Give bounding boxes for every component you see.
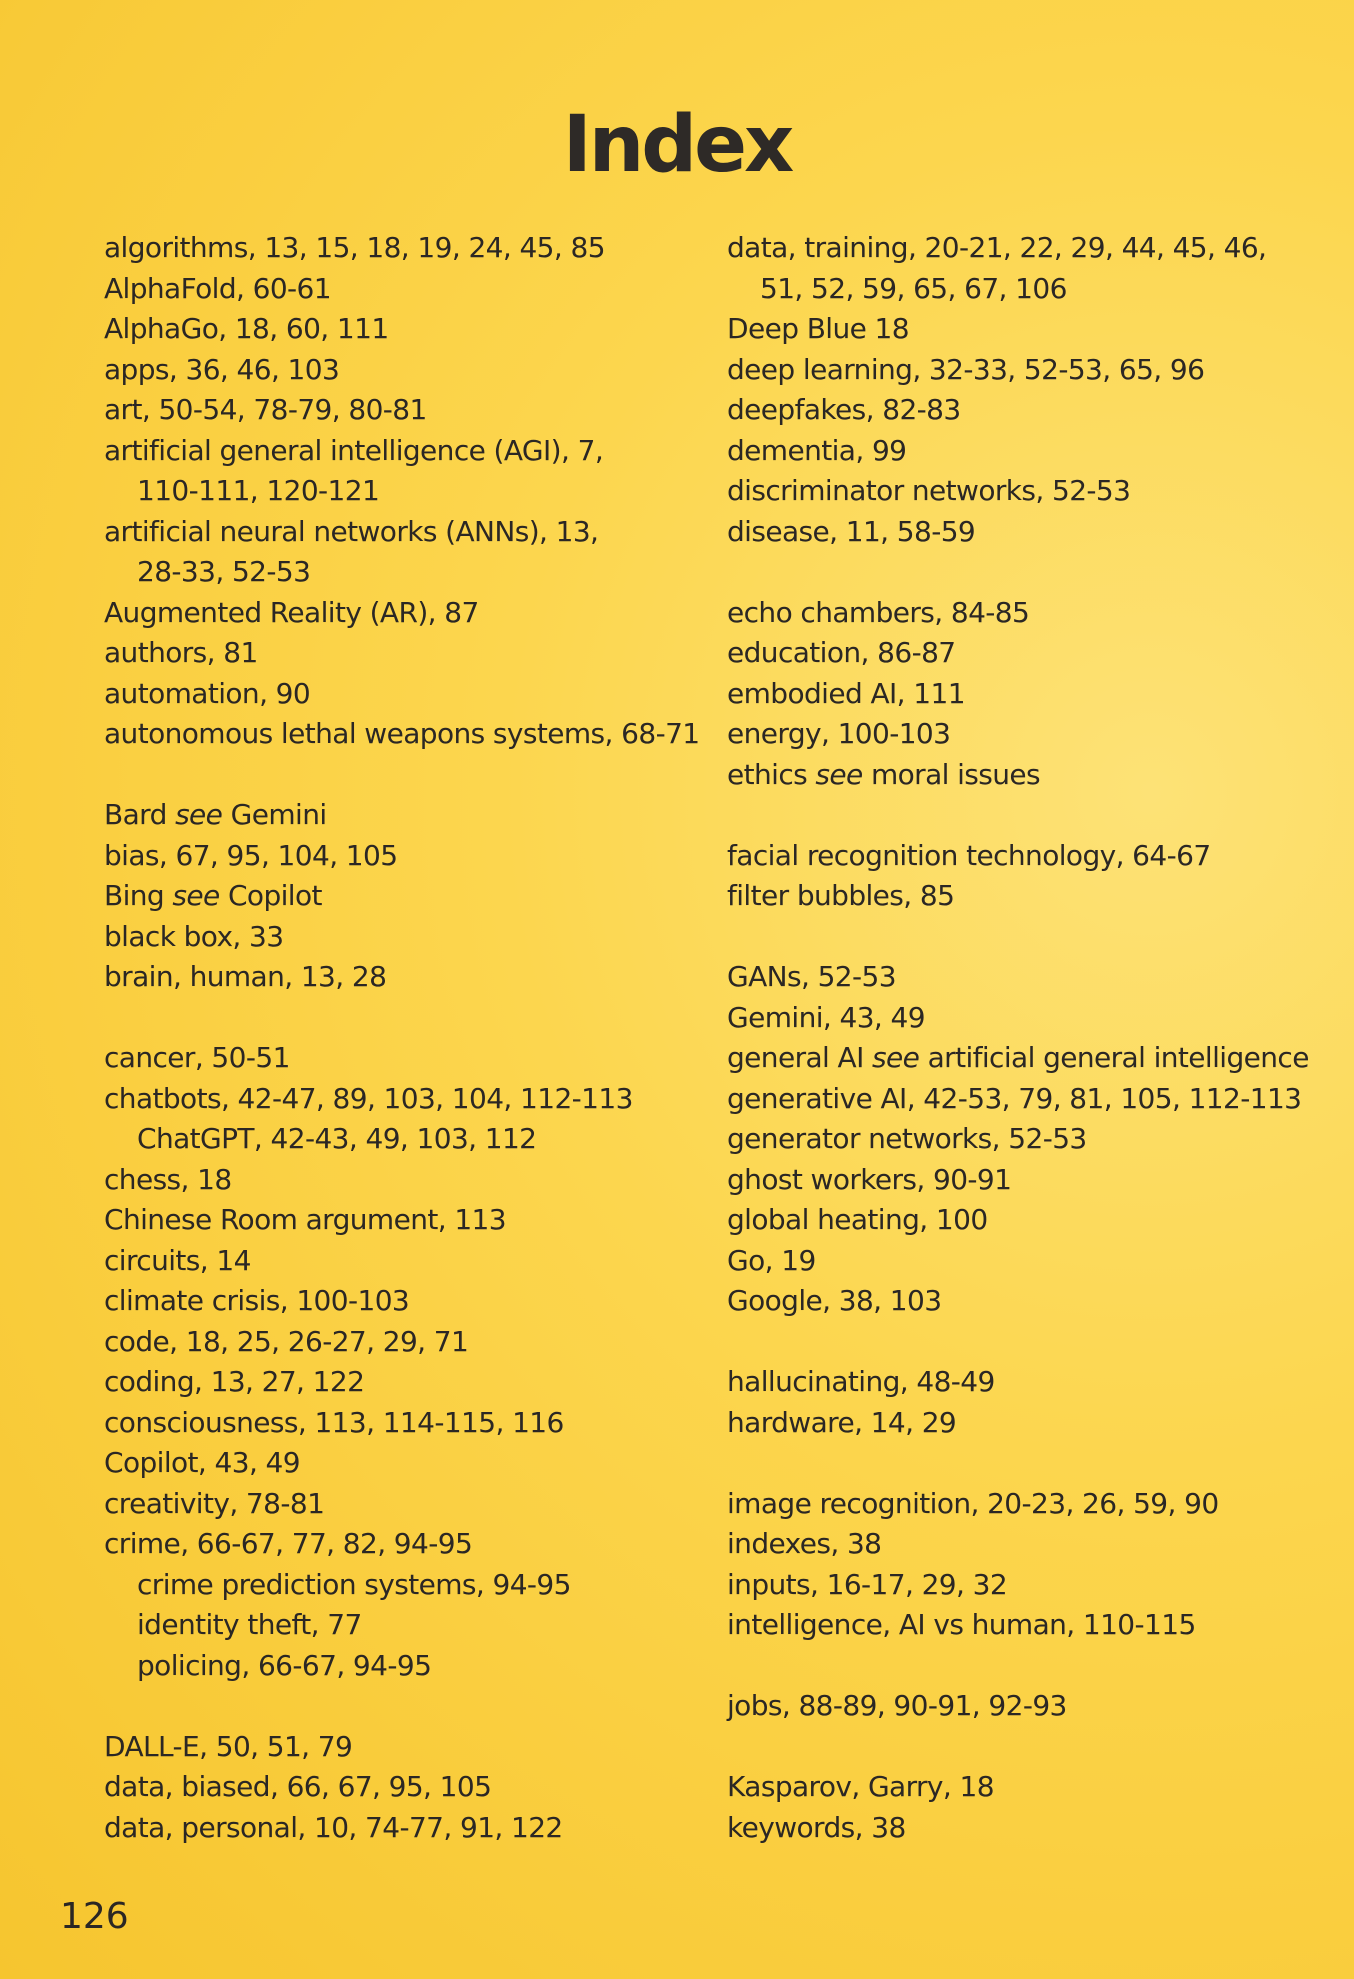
see-reference-target: moral issues xyxy=(862,757,1041,791)
index-entry: facial recognition technology, 64-67 xyxy=(727,838,1211,872)
index-entry: authors, 81 xyxy=(104,636,258,669)
index-entry-continuation: 51, 52, 59, 65, 67, 106 xyxy=(760,271,1067,305)
see-reference-label: see xyxy=(815,757,863,791)
index-entry: global heating, 100 xyxy=(727,1203,988,1236)
index-entry: keywords, 38 xyxy=(727,1810,906,1844)
index-entry: code, 18, 25, 26-27, 29, 71 xyxy=(104,1324,469,1358)
index-entry: DALL-E, 50, 51, 79 xyxy=(104,1729,353,1763)
index-group-spacer xyxy=(727,917,1337,958)
index-subentry: ChatGPT, 42-43, 49, 103, 112 xyxy=(137,1122,537,1155)
index-entry: indexes, 38 xyxy=(727,1527,882,1560)
index-entry: generative AI, 42-53, 79, 81, 105, 112-113 xyxy=(727,1081,1302,1115)
index-group-spacer xyxy=(727,1646,1337,1687)
index-entry: apps, 36, 46, 103 xyxy=(104,352,340,386)
index-entry: echo chambers, 84-85 xyxy=(727,595,1030,629)
index-entry: GANs, 52-53 xyxy=(727,960,896,993)
index-entry: Kasparov, Garry, 18 xyxy=(727,1770,994,1803)
index-entry: brain, human, 13, 28 xyxy=(104,960,387,993)
index-group-spacer xyxy=(727,1727,1337,1768)
index-entry: discriminator networks, 52-53 xyxy=(727,474,1131,507)
index-entry: dementia, 99 xyxy=(727,433,907,467)
index-entry-continuation: 28-33, 52-53 xyxy=(137,555,311,588)
index-term: Bing xyxy=(104,879,173,912)
index-entry: generator networks, 52-53 xyxy=(727,1122,1087,1155)
index-subentry: identity theft, 77 xyxy=(137,1608,362,1641)
index-entry: embodied AI, 111 xyxy=(727,676,965,710)
page-title: Index xyxy=(562,100,792,190)
index-entry: data, biased, 66, 67, 95, 105 xyxy=(104,1770,492,1803)
index-subentry: policing, 66-67, 94-95 xyxy=(137,1648,432,1682)
index-entry: deep learning, 32-33, 52-53, 65, 96 xyxy=(727,352,1205,386)
index-entry: intelligence, AI vs human, 110-115 xyxy=(727,1608,1196,1641)
index-entry: Copilot, 43, 49 xyxy=(104,1446,300,1479)
index-entry: AlphaFold, 60-61 xyxy=(104,271,331,305)
see-reference-label: see xyxy=(175,798,223,831)
index-column-right xyxy=(727,228,1337,1848)
index-cross-reference xyxy=(104,795,704,836)
index-entry: automation, 90 xyxy=(104,676,311,710)
index-term: ethics xyxy=(727,757,816,791)
index-term: Bard xyxy=(104,798,176,831)
index-entry: jobs, 88-89, 90-91, 92-93 xyxy=(727,1689,1067,1722)
index-group-spacer xyxy=(727,1322,1337,1363)
see-reference-target: Copilot xyxy=(219,879,322,912)
index-entry: energy, 100-103 xyxy=(727,717,951,750)
index-entry: cancer, 50-51 xyxy=(104,1041,290,1074)
index-entry: filter bubbles, 85 xyxy=(727,879,955,912)
index-group-spacer xyxy=(104,755,704,796)
index-entry: circuits, 14 xyxy=(104,1243,251,1277)
index-entry: artificial neural networks (ANNs), 13, xyxy=(104,514,599,548)
index-term: general AI xyxy=(727,1041,873,1074)
index-cross-reference xyxy=(104,876,704,917)
index-entry-continuation: 110-111, 120-121 xyxy=(137,474,380,507)
index-entry: disease, 11, 58-59 xyxy=(727,514,976,548)
index-entry: chatbots, 42-47, 89, 103, 104, 112-113 xyxy=(104,1081,633,1115)
index-entry: algorithms, 13, 15, 18, 19, 24, 45, 85 xyxy=(104,231,605,264)
index-cross-reference xyxy=(727,755,1337,796)
index-entry: AlphaGo, 18, 60, 111 xyxy=(104,312,389,345)
index-entry: Augmented Reality (AR), 87 xyxy=(104,595,479,629)
index-entry: data, training, 20-21, 22, 29, 44, 45, 46, xyxy=(727,231,1267,264)
index-group-spacer xyxy=(727,795,1337,836)
index-entry: coding, 13, 27, 122 xyxy=(104,1365,365,1398)
index-entry: deepfakes, 82-83 xyxy=(727,393,961,426)
index-entry: climate crisis, 100-103 xyxy=(104,1284,410,1317)
index-entry: crime, 66-67, 77, 82, 94-95 xyxy=(104,1527,473,1560)
index-entry: chess, 18 xyxy=(104,1162,232,1196)
see-reference-label: see xyxy=(172,879,220,912)
index-entry: creativity, 78-81 xyxy=(104,1486,325,1520)
index-entry: art, 50-54, 78-79, 80-81 xyxy=(104,393,427,426)
index-entry: education, 86-87 xyxy=(727,636,956,669)
index-cross-reference xyxy=(727,1038,1337,1079)
index-entry: ghost workers, 90-91 xyxy=(727,1162,1012,1196)
index-column-left xyxy=(104,228,704,1848)
index-entry: inputs, 16-17, 29, 32 xyxy=(727,1567,1008,1601)
index-entry: hardware, 14, 29 xyxy=(727,1405,957,1439)
index-entry: black box, 33 xyxy=(104,919,284,953)
index-entry: Deep Blue 18 xyxy=(727,312,909,345)
index-entry: Gemini, 43, 49 xyxy=(727,1000,925,1034)
see-reference-target: artificial general intelligence xyxy=(919,1041,1309,1074)
index-entry: image recognition, 20-23, 26, 59, 90 xyxy=(727,1486,1219,1520)
index-group-spacer xyxy=(104,998,704,1039)
index-entry: bias, 67, 95, 104, 105 xyxy=(104,838,398,872)
index-entry: autonomous lethal weapons systems, 68-71 xyxy=(104,717,700,750)
index-entry: Go, 19 xyxy=(727,1243,816,1277)
index-subentry: crime prediction systems, 94-95 xyxy=(137,1567,571,1601)
see-reference-label: see xyxy=(872,1041,920,1074)
index-entry: artificial general intelligence (AGI), 7, xyxy=(104,433,604,467)
see-reference-target: Gemini xyxy=(222,798,327,831)
index-group-spacer xyxy=(727,1443,1337,1484)
index-entry: hallucinating, 48-49 xyxy=(727,1365,995,1398)
index-entry: Chinese Room argument, 113 xyxy=(104,1203,506,1236)
index-entry: consciousness, 113, 114-115, 116 xyxy=(104,1405,564,1439)
index-entry: Google, 38, 103 xyxy=(727,1284,942,1317)
page-number: 126 xyxy=(60,1896,129,1937)
index-entry: data, personal, 10, 74-77, 91, 122 xyxy=(104,1810,563,1844)
index-group-spacer xyxy=(727,552,1337,593)
index-group-spacer xyxy=(104,1686,704,1727)
